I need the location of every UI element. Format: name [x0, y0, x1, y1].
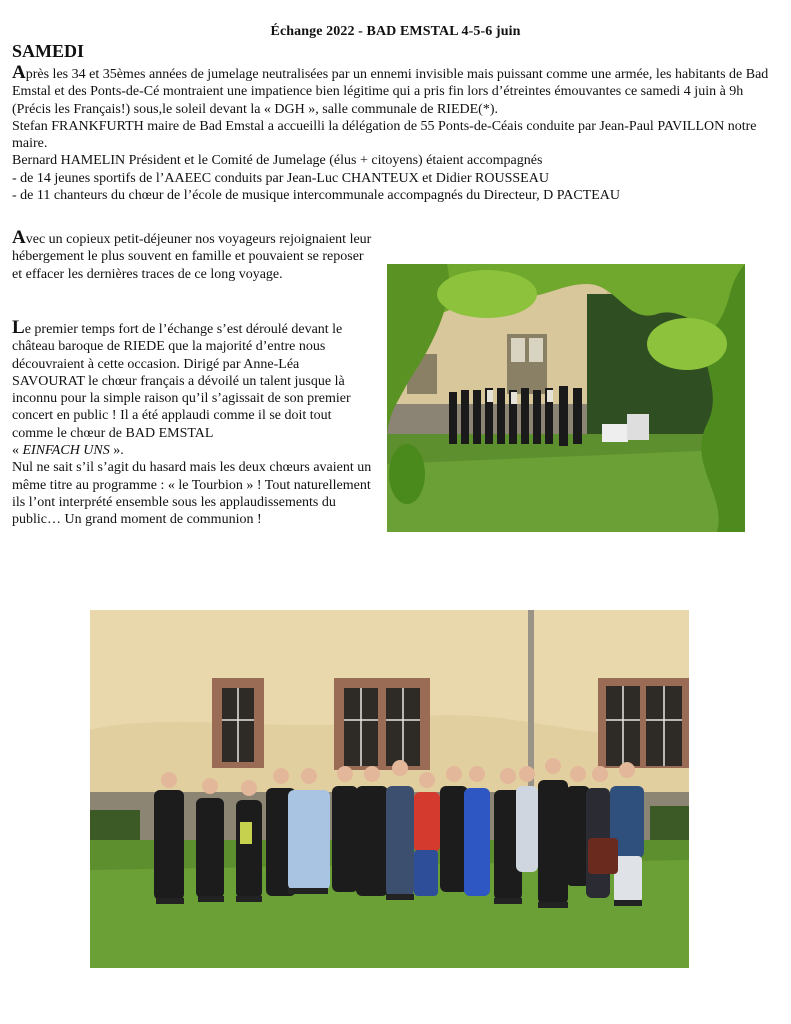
dropcap: L — [12, 317, 25, 338]
concert-text: e premier temps fort de l’échange s’est déroulé devant le château baroque de RIEDE que la majorité d’entre nous découvraient à cette occasion. Dirigé par Anne-Léa SAVOURAT le chœur français a dévoilé un talent jusque là inconnu pour la simple raison qu’il s’agissait de son premier concert en public ! Il a été applaudi comme il se doit tout comme le chœur de BAD EMSTAL — [12, 322, 351, 441]
intro-block — [12, 63, 782, 204]
intro-president: Bernard HAMELIN Président et le Comité de Jumelage (élus + citoyens) étaient accompagnés — [12, 153, 543, 169]
concert-paragraph — [12, 318, 374, 529]
intro-paragraph — [12, 63, 782, 118]
choir-name — [12, 442, 374, 459]
dropcap: A — [12, 227, 26, 248]
breakfast-paragraph — [12, 228, 374, 283]
intro-text: près les 34 et 35èmes années de jumelage neutralisées par un ennemi invisible mais puissant comme une armée, les habitants de Bad Emstal et des Ponts-de-Cé montraient une impatience bien légitime qui a pris fin lors d’étreintes émouvantes ce samedi 4 juin à 9h (Précis les Français!) sous,le soleil devant la « DGH », salle communale de RIEDE(*). — [12, 67, 769, 117]
quote-open: « — [12, 443, 23, 459]
tourbion-text: Nul ne sait s’il s’agit du hasard mais les deux chœurs avaient un même titre au programme : « le Tourbion » ! Tout naturellement ils l’ont interprété ensemble sous les applaudissements du public… Un grand moment de communion ! — [12, 460, 372, 528]
section-heading: SAMEDI — [12, 41, 85, 61]
intro-mayor: Stefan FRANKFURTH maire de Bad Emstal a accueilli la délégation de 55 Ponts-de-Céais conduite par Jean-Paul PAVILLON notre maire. — [12, 118, 757, 152]
intro-sportifs: - de 14 jeunes sportifs de l’AAEEC conduits par Jean-Luc CHANTEUX et Didier ROUSSEAU — [12, 170, 549, 186]
concert-text-wrap — [12, 318, 374, 442]
intro-chanteurs: - de 11 chanteurs du chœur de l’école de musique intercommunale accompagnés du Directeur, D PACTEAU — [12, 188, 620, 204]
quote-close: ». — [109, 443, 124, 459]
dropcap: A — [12, 62, 26, 83]
page-title: Échange 2022 - BAD EMSTAL 4-5-6 juin — [270, 24, 521, 39]
breakfast-text: vec un copieux petit-déjeuner nos voyageurs rejoignaient leur hébergement le plus souvent en famille et pouvaient se reposer et effacer les dernières traces de ce long voyage. — [12, 232, 372, 282]
group-photo — [90, 610, 689, 968]
breakfast-text-wrap — [12, 228, 374, 283]
choir-title: EINFACH UNS — [22, 443, 110, 459]
concert-photo — [387, 264, 745, 532]
